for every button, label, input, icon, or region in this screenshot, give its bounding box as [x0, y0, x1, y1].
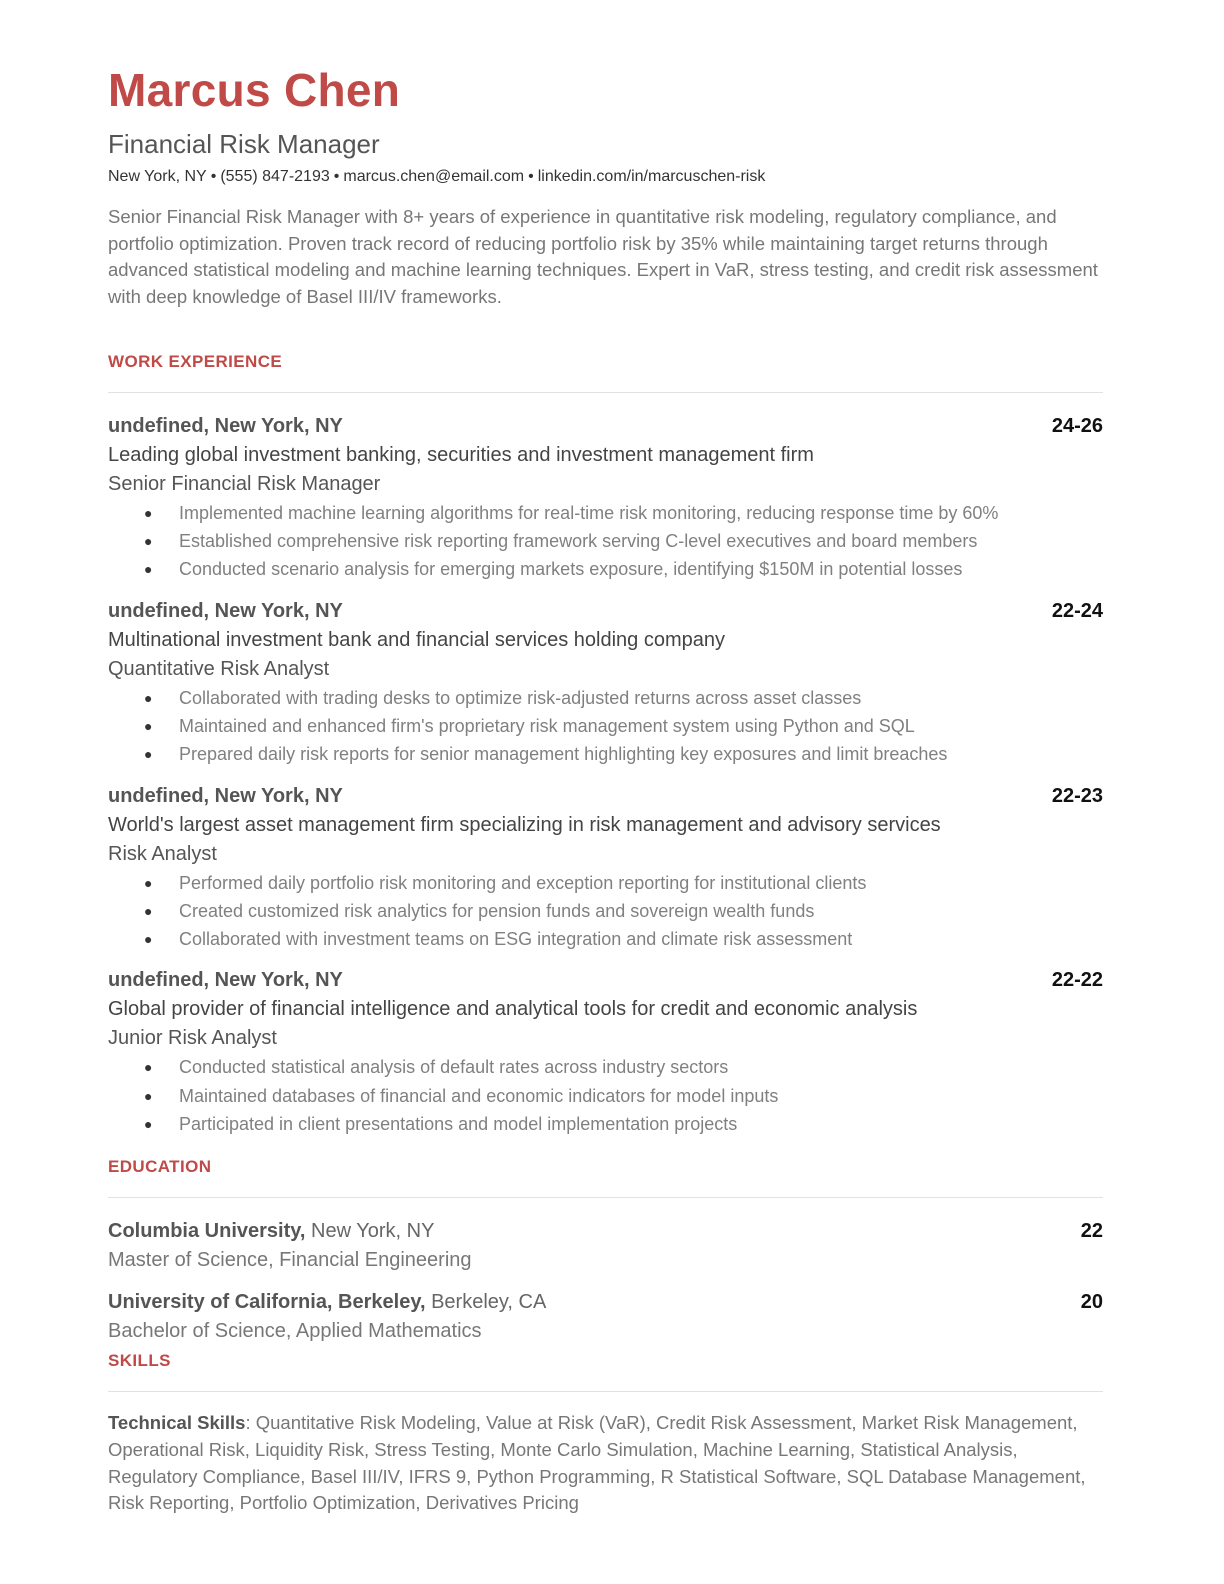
contact-separator: •	[528, 168, 534, 185]
job-company-description: Multinational investment bank and financial services holding company	[108, 628, 726, 651]
contact-separator: •	[210, 168, 217, 185]
candidate-name: Marcus Chen	[108, 64, 401, 116]
skills-heading: SKILLS	[108, 1351, 171, 1371]
section-divider	[108, 1197, 1103, 1198]
job-role: Risk Analyst	[108, 842, 217, 865]
job-role: Quantitative Risk Analyst	[108, 657, 330, 680]
contact-location: New York, NY	[108, 168, 207, 185]
section-divider	[108, 392, 1103, 393]
contact-separator: •	[333, 168, 340, 185]
skills-label: Technical Skills	[108, 1412, 246, 1434]
work-experience-heading: WORK EXPERIENCE	[108, 351, 283, 371]
education-degree: Master of Science, Financial Engineering	[108, 1249, 472, 1272]
skills-paragraph	[108, 1410, 1103, 1517]
job-company: undefined, New York, NY	[108, 784, 343, 807]
contact-line	[108, 166, 1103, 188]
bullet-icon: ●	[144, 689, 153, 706]
bullet-icon: ●	[144, 1116, 153, 1133]
job-dates: 22-24	[1051, 599, 1103, 622]
job-role: Senior Financial Risk Manager	[108, 472, 381, 495]
job-bullet: ● Collaborated with trading desks to optimize risk-adjusted returns across asset classes	[108, 684, 1103, 712]
job-bullet: ● Established comprehensive risk reporting framework serving C-level executives and board members	[108, 527, 1103, 555]
job-bullets	[108, 499, 1103, 584]
education-entry	[108, 1216, 1103, 1275]
bullet-icon: ●	[144, 1059, 153, 1076]
candidate-title: Financial Risk Manager	[108, 129, 380, 159]
job-entry	[108, 781, 1103, 954]
job-company-description: World's largest asset management firm specializing in risk management and advisory services	[108, 813, 941, 836]
job-dates: 22-22	[1051, 969, 1103, 992]
job-company-description: Global provider of financial intelligence and analytical tools for credit and economic analysis	[108, 998, 918, 1021]
education-entry	[108, 1287, 1103, 1346]
job-company-description: Leading global investment banking, securities and investment management firm	[108, 443, 814, 466]
contact-linkedin[interactable]: linkedin.com/in/marcuschen-risk	[537, 168, 766, 185]
job-company: undefined, New York, NY	[108, 599, 343, 622]
job-company: undefined, New York, NY	[108, 969, 343, 992]
job-bullet: ● Conducted scenario analysis for emerging markets exposure, identifying $150M in potential losses	[108, 555, 1103, 583]
education-school: University of California, Berkeley,	[108, 1291, 426, 1314]
education-location: Berkeley, CA	[431, 1291, 547, 1314]
bullet-icon: ●	[144, 1087, 153, 1104]
job-bullet: ● Maintained databases of financial and economic indicators for model inputs	[108, 1082, 1103, 1110]
job-company: undefined, New York, NY	[108, 414, 343, 437]
education-year: 22	[1080, 1220, 1103, 1243]
bullet-icon: ●	[144, 874, 153, 891]
bullet-icon: ●	[144, 931, 153, 948]
job-entry	[108, 596, 1103, 769]
job-dates: 24-26	[1051, 414, 1103, 437]
job-bullet: ● Maintained and enhanced firm's proprietary risk management system using Python and SQL	[108, 712, 1103, 740]
job-bullet: ● Conducted statistical analysis of default rates across industry sectors	[108, 1053, 1103, 1081]
bullet-icon: ●	[144, 504, 153, 521]
education-school-line	[108, 1287, 546, 1317]
education-location: New York, NY	[311, 1220, 435, 1243]
section-divider	[108, 1391, 1103, 1392]
job-bullets	[108, 869, 1103, 954]
skills-list: : Quantitative Risk Modeling, Value at Risk (VaR), Credit Risk Assessment, Market Risk Management, Operational Risk, Liquidity Risk, Stress Testing, Monte Carlo Simulation, Machine Learning, Statistical Analysis, Regulatory Compliance, Basel III/IV, IFRS 9, Python Programming, R Statistical Software, SQL Database Management, Risk Reporting, Portfolio Optimization, Derivatives Pricing	[108, 1412, 1086, 1514]
job-role: Junior Risk Analyst	[108, 1027, 277, 1050]
job-bullets	[108, 684, 1103, 769]
job-entry	[108, 411, 1103, 584]
contact-email[interactable]: marcus.chen@email.com	[343, 168, 525, 185]
bullet-icon: ●	[144, 902, 153, 919]
job-bullet: ● Collaborated with investment teams on ESG integration and climate risk assessment	[108, 925, 1103, 953]
job-bullet: ● Participated in client presentations and model implementation projects	[108, 1110, 1103, 1138]
bullet-icon: ●	[144, 718, 153, 734]
education-heading: EDUCATION	[108, 1157, 212, 1177]
bullet-icon: ●	[144, 746, 153, 763]
job-bullet: ● Performed daily portfolio risk monitoring and exception reporting for institutional clients	[108, 869, 1103, 897]
bullet-icon: ●	[144, 561, 153, 578]
professional-summary: Senior Financial Risk Manager with 8+ years of experience in quantitative risk modeling, regulatory compliance, and portfolio optimization. Proven track record of reducing portfolio risk by 35% while maintaining target returns through advanced statistical modeling and machine learning techniques. Expert in VaR, stress testing, and credit risk assessment with deep knowledge of Basel III/IV frameworks.	[108, 206, 1098, 308]
education-school-line	[108, 1216, 434, 1246]
education-year: 20	[1080, 1291, 1103, 1314]
contact-phone: (555) 847-2193	[220, 168, 330, 185]
education-school: Columbia University,	[108, 1220, 306, 1243]
job-entry	[108, 965, 1103, 1138]
job-bullet: ● Prepared daily risk reports for senior management highlighting key exposures and limit breaches	[108, 740, 1103, 768]
job-bullets	[108, 1053, 1103, 1138]
education-degree: Bachelor of Science, Applied Mathematics	[108, 1320, 482, 1343]
bullet-icon: ●	[144, 533, 153, 550]
job-bullet: ● Created customized risk analytics for pension funds and sovereign wealth funds	[108, 897, 1103, 925]
job-dates: 22-23	[1051, 784, 1103, 807]
job-bullet: ● Implemented machine learning algorithms for real-time risk monitoring, reducing response time by 60%	[108, 499, 1103, 527]
